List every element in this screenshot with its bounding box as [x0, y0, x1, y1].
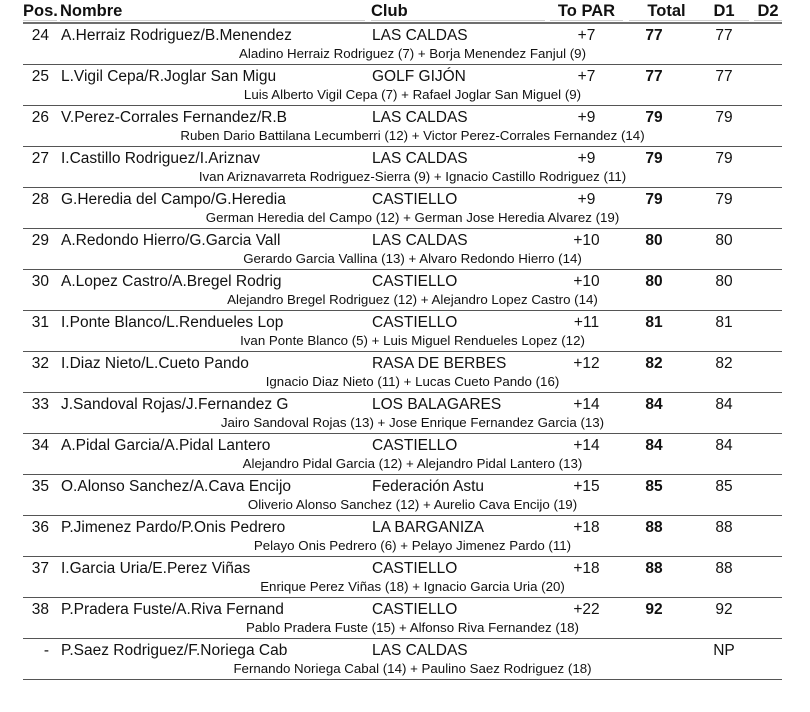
header-total: Total	[629, 0, 704, 21]
row-name: L.Vigil Cepa/R.Joglar San Migu	[61, 68, 277, 85]
row-to-par: +9	[577, 191, 596, 208]
row-players: Ruben Dario Battilana Lecumberri (12) + Victor Perez-Corrales Fernandez (14)	[180, 128, 645, 143]
row-pos: 26	[31, 109, 49, 126]
header-club: Club	[371, 0, 545, 21]
row-club: LA BARGANIZA	[372, 519, 484, 536]
row-club: CASTIELLO	[372, 560, 458, 577]
row-name: A.Pidal Garcia/A.Pidal Lantero	[61, 437, 271, 454]
row-players: Gerardo Garcia Vallina (13) + Alvaro Redondo Hierro (14)	[243, 251, 582, 266]
row-pos: 33	[31, 396, 49, 413]
row-club: GOLF GIJÓN	[372, 68, 466, 85]
table-row	[23, 311, 782, 352]
row-club: Federación Astu	[372, 478, 485, 495]
row-club: CASTIELLO	[372, 273, 458, 290]
row-total: 79	[645, 109, 663, 126]
row-total: 77	[645, 68, 663, 85]
row-to-par: +18	[573, 519, 600, 536]
row-club: LAS CALDAS	[372, 109, 468, 126]
row-players: Pelayo Onis Pedrero (6) + Pelayo Jimenez Pardo (11)	[253, 538, 572, 553]
table-row	[23, 106, 782, 147]
row-pos: 38	[31, 601, 49, 618]
row-club: CASTIELLO	[372, 601, 458, 618]
row-d1: 85	[715, 478, 733, 495]
row-pos: -	[43, 642, 49, 659]
row-pos: 24	[31, 27, 49, 44]
row-name: A.Redondo Hierro/G.Garcia Vall	[61, 232, 281, 249]
row-players: Ivan Ponte Blanco (5) + Luis Miguel Rendueles Lopez (12)	[240, 333, 585, 348]
table-row	[23, 147, 782, 188]
row-to-par: +22	[573, 601, 600, 618]
row-players: Enrique Perez Viñas (18) + Ignacio Garcia Uria (20)	[260, 579, 565, 594]
row-total: 88	[645, 519, 663, 536]
row-d1: 80	[715, 273, 733, 290]
row-club: RASA DE BERBES	[372, 355, 507, 372]
row-name: O.Alonso Sanchez/A.Cava Encijo	[61, 478, 292, 495]
row-to-par: +12	[573, 355, 600, 372]
row-to-par: +14	[573, 437, 600, 454]
row-d1: 77	[715, 27, 733, 44]
row-d1: 92	[715, 601, 733, 618]
row-to-par: +14	[573, 396, 600, 413]
row-name: I.Garcia Uria/E.Perez Viñas	[61, 560, 251, 577]
table-row	[23, 393, 782, 434]
row-pos: 31	[31, 314, 49, 331]
row-club: CASTIELLO	[372, 314, 458, 331]
row-club: LAS CALDAS	[372, 27, 468, 44]
row-d1: 81	[715, 314, 733, 331]
row-total: 80	[645, 273, 663, 290]
row-club: LAS CALDAS	[372, 150, 468, 167]
row-players: Alejandro Bregel Rodriguez (12) + Alejandro Lopez Castro (14)	[227, 292, 598, 307]
row-name: A.Lopez Castro/A.Bregel Rodrig	[61, 273, 282, 290]
row-players: Ivan Ariznavarreta Rodriguez-Sierra (9) + Ignacio Castillo Rodriguez (11)	[198, 169, 627, 184]
row-to-par: +9	[577, 150, 596, 167]
row-pos: 36	[31, 519, 49, 536]
header-to-par: To PAR	[550, 0, 623, 21]
row-d1: 79	[715, 109, 733, 126]
row-total: 84	[645, 437, 663, 454]
row-name: P.Jimenez Pardo/P.Onis Pedrero	[61, 519, 286, 536]
row-d1: 88	[715, 560, 733, 577]
row-d1: 84	[715, 437, 733, 454]
table-row	[23, 434, 782, 475]
table-row	[23, 639, 782, 680]
row-total: 82	[645, 355, 663, 372]
row-d1: 84	[715, 396, 733, 413]
row-club: LAS CALDAS	[372, 232, 468, 249]
row-to-par: +11	[573, 314, 600, 331]
row-name: A.Herraiz Rodriguez/B.Menendez	[61, 27, 292, 44]
row-to-par: +15	[573, 478, 600, 495]
leaderboard-table	[23, 0, 782, 680]
table-row	[23, 270, 782, 311]
row-players: German Heredia del Campo (12) + German Jose Heredia Alvarez (19)	[205, 210, 620, 225]
row-pos: 29	[31, 232, 49, 249]
row-to-par: +10	[573, 273, 600, 290]
row-d1: NP	[713, 642, 735, 659]
header-pos: Pos.	[23, 2, 58, 20]
row-total: 88	[645, 560, 663, 577]
row-name: J.Sandoval Rojas/J.Fernandez G	[61, 396, 289, 413]
row-players: Ignacio Diaz Nieto (11) + Lucas Cueto Pando (16)	[265, 374, 560, 389]
row-name: V.Perez-Corrales Fernandez/R.B	[61, 109, 287, 126]
row-players: Luis Alberto Vigil Cepa (7) + Rafael Joglar San Miguel (9)	[243, 87, 582, 102]
row-d1: 77	[715, 68, 733, 85]
header-name: Nombre	[60, 0, 365, 21]
header-d1: D1	[699, 0, 749, 21]
row-name: I.Diaz Nieto/L.Cueto Pando	[61, 355, 249, 372]
row-players: Aladino Herraiz Rodriguez (7) + Borja Menendez Fanjul (9)	[239, 46, 586, 61]
row-d1: 79	[715, 150, 733, 167]
row-pos: 25	[31, 68, 49, 85]
row-pos: 27	[31, 150, 49, 167]
row-name: G.Heredia del Campo/G.Heredia	[61, 191, 286, 208]
table-row	[23, 229, 782, 270]
row-pos: 34	[31, 437, 49, 454]
header-d2: D2	[754, 0, 782, 21]
row-d1: 80	[715, 232, 733, 249]
row-total: 92	[645, 601, 663, 618]
row-to-par: +7	[577, 68, 596, 85]
table-row	[23, 24, 782, 65]
row-total: 81	[645, 314, 663, 331]
row-pos: 32	[31, 355, 49, 372]
row-total: 79	[645, 191, 663, 208]
row-total: 84	[645, 396, 663, 413]
row-club: CASTIELLO	[372, 191, 458, 208]
row-d1: 82	[715, 355, 733, 372]
row-club: LOS BALAGARES	[372, 396, 502, 413]
row-pos: 30	[31, 273, 49, 290]
row-total: 77	[645, 27, 663, 44]
row-pos: 28	[31, 191, 49, 208]
table-body	[23, 24, 782, 680]
row-pos: 35	[31, 478, 49, 495]
table-row	[23, 352, 782, 393]
row-total: 79	[645, 150, 663, 167]
row-to-par: +7	[577, 27, 596, 44]
row-name: I.Castillo Rodriguez/I.Ariznav	[61, 150, 260, 167]
row-name: P.Pradera Fuste/A.Riva Fernand	[61, 601, 284, 618]
row-to-par: +18	[573, 560, 600, 577]
table-row	[23, 65, 782, 106]
row-players: Oliverio Alonso Sanchez (12) + Aurelio Cava Encijo (19)	[247, 497, 578, 512]
row-name: I.Ponte Blanco/L.Rendueles Lop	[61, 314, 284, 331]
row-name: P.Saez Rodriguez/F.Noriega Cab	[61, 642, 288, 659]
table-row	[23, 598, 782, 639]
row-d1: 88	[715, 519, 733, 536]
row-total: 85	[645, 478, 663, 495]
row-to-par: +10	[573, 232, 600, 249]
table-row	[23, 557, 782, 598]
row-total: 80	[645, 232, 663, 249]
row-players: Pablo Pradera Fuste (15) + Alfonso Riva Fernandez (18)	[246, 620, 579, 635]
row-club: CASTIELLO	[372, 437, 458, 454]
row-to-par: +9	[577, 109, 596, 126]
table-row	[23, 516, 782, 557]
row-pos: 37	[31, 560, 49, 577]
table-row	[23, 475, 782, 516]
row-club: LAS CALDAS	[372, 642, 468, 659]
row-d1: 79	[715, 191, 733, 208]
row-players: Alejandro Pidal Garcia (12) + Alejandro Pidal Lantero (13)	[242, 456, 583, 471]
table-row	[23, 188, 782, 229]
row-players: Jairo Sandoval Rojas (13) + Jose Enrique Fernandez Garcia (13)	[220, 415, 605, 430]
table-header	[23, 0, 782, 24]
row-players: Fernando Noriega Cabal (14) + Paulino Saez Rodriguez (18)	[233, 661, 592, 676]
